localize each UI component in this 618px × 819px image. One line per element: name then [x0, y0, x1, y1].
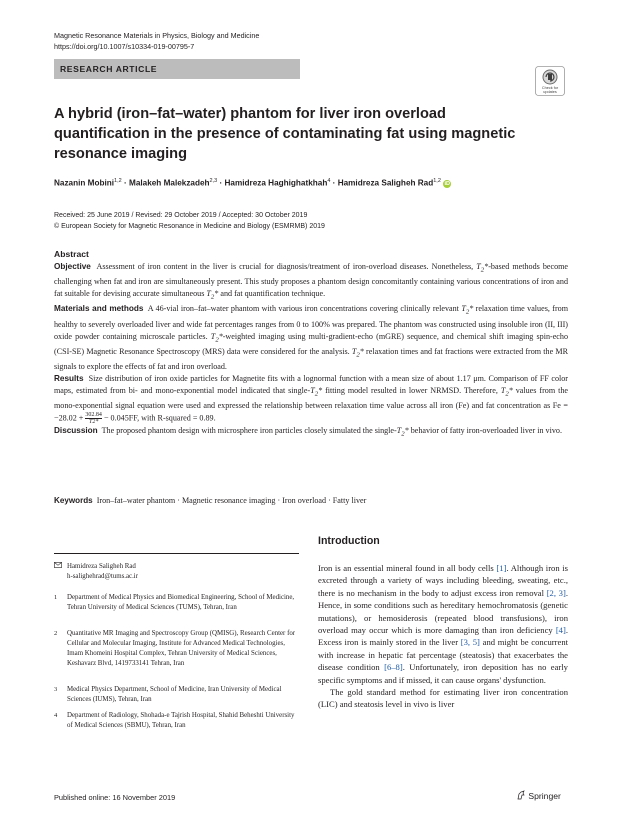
introduction-heading: Introduction	[318, 535, 380, 547]
check-updates-line2: updates	[543, 90, 557, 94]
abstract-discussion: Discussion The proposed phantom design with microsphere iron particles closely simulated the single-$T_2*$ behavior of fatty iron-overloaded liver in vivo.	[54, 426, 562, 438]
publisher-logo	[516, 790, 561, 801]
correspondence-name: Hamidreza Saligheh Rad	[67, 563, 136, 570]
author-separator: ·	[219, 178, 223, 188]
orcid-icon[interactable]: iD	[444, 180, 450, 187]
author-name[interactable]: Malakeh Malekzadeh	[129, 178, 210, 188]
citation-link[interactable]: [1]	[496, 563, 507, 573]
affiliation-footnote	[54, 685, 299, 705]
publisher-name: Springer	[528, 791, 561, 801]
copyright-line: © European Society for Magnetic Resonance in Medicine and Biology (ESMRMB) 2019	[54, 223, 325, 230]
check-updates-line1: Check for	[541, 86, 559, 90]
article-title: A hybrid (iron–fat–water) phantom for liver iron overload quantification in the presence of contaminating fat using magnetic resonance imaging	[54, 106, 516, 162]
keyword: Iron–fat–water phantom	[96, 496, 176, 505]
check-for-updates-badge[interactable]	[535, 66, 565, 96]
author-affiliation-marks: 1,2	[433, 178, 441, 184]
abstract-objective: Objective Assessment of iron content in the liver is crucial for diagnosis/treatment of iron-overload diseases. Nonetheless, $T_2*$-based methods become challenging when fat and iron are simultaneously present. This study proposes a phantom design concomitantly containing various concentrations of iron and fat suitable for devising accurate simultaneous $T_2*$ and fat quantification technique.	[54, 261, 569, 301]
published-date: Published online: 16 November 2019	[54, 793, 176, 802]
article-dates	[54, 210, 325, 232]
affiliation-text: Department of Radiology, Shohada-e Tajrish Hospital, Shahid Beheshti University of Medical Sciences (SBMU), Tehran, Iran	[67, 712, 295, 729]
t2-symbol: $T_2*$	[206, 289, 219, 301]
correspondence-email[interactable]: h-salighehrad@tums.ac.ir	[67, 573, 139, 580]
article-type-bar	[54, 59, 300, 79]
springer-horse-icon	[516, 790, 526, 800]
affiliation-number: 1	[54, 594, 58, 601]
keyword: Magnetic resonance imaging	[181, 496, 276, 505]
journal-name: Magnetic Resonance Materials in Physics, Biology and Medicine	[54, 31, 260, 40]
abstract-methods: Materials and methods A 46-vial iron–fat–water phantom with various iron concentrations covering clinically relevant $T_2*$ relaxation time values, from healthy to severely overloaded liver and wide fat percentages ranges from 0 to 100% was prepared. The phantom was constructed using insoluble iron (II, III) oxide powder containing microscale particles. $T_2*$-weighted imaging using multi-gradient-echo (mGRE) sequence, and chemical shift imaging spin-echo (CSI-SE) Magnetic Resonance Spectroscopy (MRS) data were considered for the analysis. $T_2*$ relaxation times and fat fractions were extracted from the MR signals to explore the effects of fat and iron overload.	[54, 304, 568, 372]
author-affiliation-marks: 1,2	[114, 178, 122, 184]
affiliation-number: 4	[54, 712, 58, 719]
keywords-label: Keywords	[54, 496, 93, 505]
affiliation-text: Department of Medical Physics and Biomedical Engineering, School of Medicine, Tehran University of Medical Sciences (TUMS), Tehran, Iran	[67, 594, 295, 611]
author-separator: ·	[123, 178, 127, 188]
author-name[interactable]: Nazanin Mobini	[54, 178, 115, 188]
keyword: Iron overload	[282, 496, 327, 505]
author-list	[54, 178, 451, 188]
discussion-label: Discussion	[54, 426, 98, 436]
introduction-body	[318, 562, 568, 711]
affiliation-text: Medical Physics Department, School of Medicine, Iran University of Medical Sciences (IUMS), Tehran, Iran	[67, 686, 282, 703]
footnote-rule	[54, 553, 299, 554]
citation-link[interactable]: [3, 5]	[460, 637, 480, 648]
affiliation-footnote	[54, 629, 299, 669]
affiliation-text: Quantitative MR Imaging and Spectroscopy Group (QMISG), Research Center for Cellular and Molecular Imaging, Institute for Advanced Medical Technologies, Imam Khomeini Hospital Complex, Tehran University of Medical Sciences, Keshavarz Blvd, 1419733141 Tehran, Iran	[67, 630, 296, 667]
affiliation-number: 3	[54, 686, 58, 693]
affiliation-number: 2	[54, 630, 58, 637]
doi-link[interactable]: https://doi.org/10.1007/s10334-019-00795-7	[54, 42, 195, 51]
citation-link[interactable]: [4]	[555, 625, 566, 636]
check-updates-icon	[535, 66, 565, 96]
article-type-label: RESEARCH ARTICLE	[60, 64, 158, 74]
intro-paragraph: Iron is an essential mineral found in all body cells [1]. Although iron is excreted through a variety of ways including bleeding, sweating, etc., there is no mechanism in the body to adjust excess iron removal [2, 3]. Hence, in some conditions such as hereditary hemochromatosis (genetic mutations), or hemosiderosis (repeated blood transfusions), iron overload may occur which is more damaging than iron deficiency [4]. Excess iron is mainly stored in the liver [3, 5] and might be concurrent with increase in hepatic fat percentage (steatosis) that exacerbates the disease condition [6–8]. Unfortunately, iron deposition has no early specific symptoms and if missed, it can cause organs' dysfunction.	[318, 563, 569, 685]
fraction: $\frac{302.84}{T2*}$	[85, 412, 102, 426]
t2-symbol: $T_2*$	[500, 386, 513, 398]
results-label: Results	[54, 374, 84, 384]
author-name[interactable]: Hamidreza Haghighatkhah	[224, 178, 328, 188]
affiliation-footnote	[54, 593, 299, 613]
citation-link[interactable]: [6–8]	[384, 662, 403, 673]
t2-symbol: $T_2*$	[310, 386, 323, 398]
abstract-section	[54, 249, 568, 441]
envelope-icon	[54, 562, 62, 572]
abstract-heading: Abstract	[54, 249, 89, 259]
article-history: Received: 25 June 2019 / Revised: 29 October 2019 / Accepted: 30 October 2019	[54, 212, 308, 219]
t2-symbol: $T_2*$	[461, 304, 474, 317]
methods-label: Materials and methods	[54, 304, 144, 314]
author-separator: ·	[332, 178, 336, 188]
correspondence-footnote	[54, 562, 299, 582]
intro-paragraph: The gold standard method for estimating liver iron concentration (LIC) and steatosis level in vivo is liver	[318, 687, 568, 710]
keyword: Fatty liver	[332, 496, 367, 505]
author-affiliation-marks: 4	[327, 178, 331, 184]
author-name[interactable]: Hamidreza Saligheh Rad	[337, 178, 434, 188]
abstract-results: Results Size distribution of iron oxide particles for Magnetite fits with a lognormal function with a mean size of about 1.17 μm. Comparison of FF color maps, estimated from bi- and mono-exponential model indicated that single-$T_2*$ fitting model resulted in lower NRMSD. Therefore, $T_2*$ values from the mono-exponential signal equation were used and expressed the relationship between relaxation time value across all iron (Fe) and fat concentration as Fe = −28.02 + $\frac{302.84}{T2*}$ − 0.045FF, with R-squared = 0.89.	[54, 374, 568, 426]
author-affiliation-marks: 2,3	[209, 178, 218, 184]
journal-header	[54, 30, 259, 52]
t2-symbol: $T_2*$	[351, 347, 364, 359]
affiliation-footnote	[54, 711, 299, 731]
objective-label: Objective	[54, 261, 91, 271]
t2-symbol: $T_2*$	[476, 261, 489, 274]
t2-symbol: $T_2*$	[396, 426, 409, 438]
t2-symbol: $T_2*$	[210, 331, 223, 344]
keywords-line: Keywords Iron–fat–water phantom · Magnetic resonance imaging · Iron overload · Fatty liver	[54, 496, 367, 505]
citation-link[interactable]: [2, 3]	[546, 587, 566, 598]
